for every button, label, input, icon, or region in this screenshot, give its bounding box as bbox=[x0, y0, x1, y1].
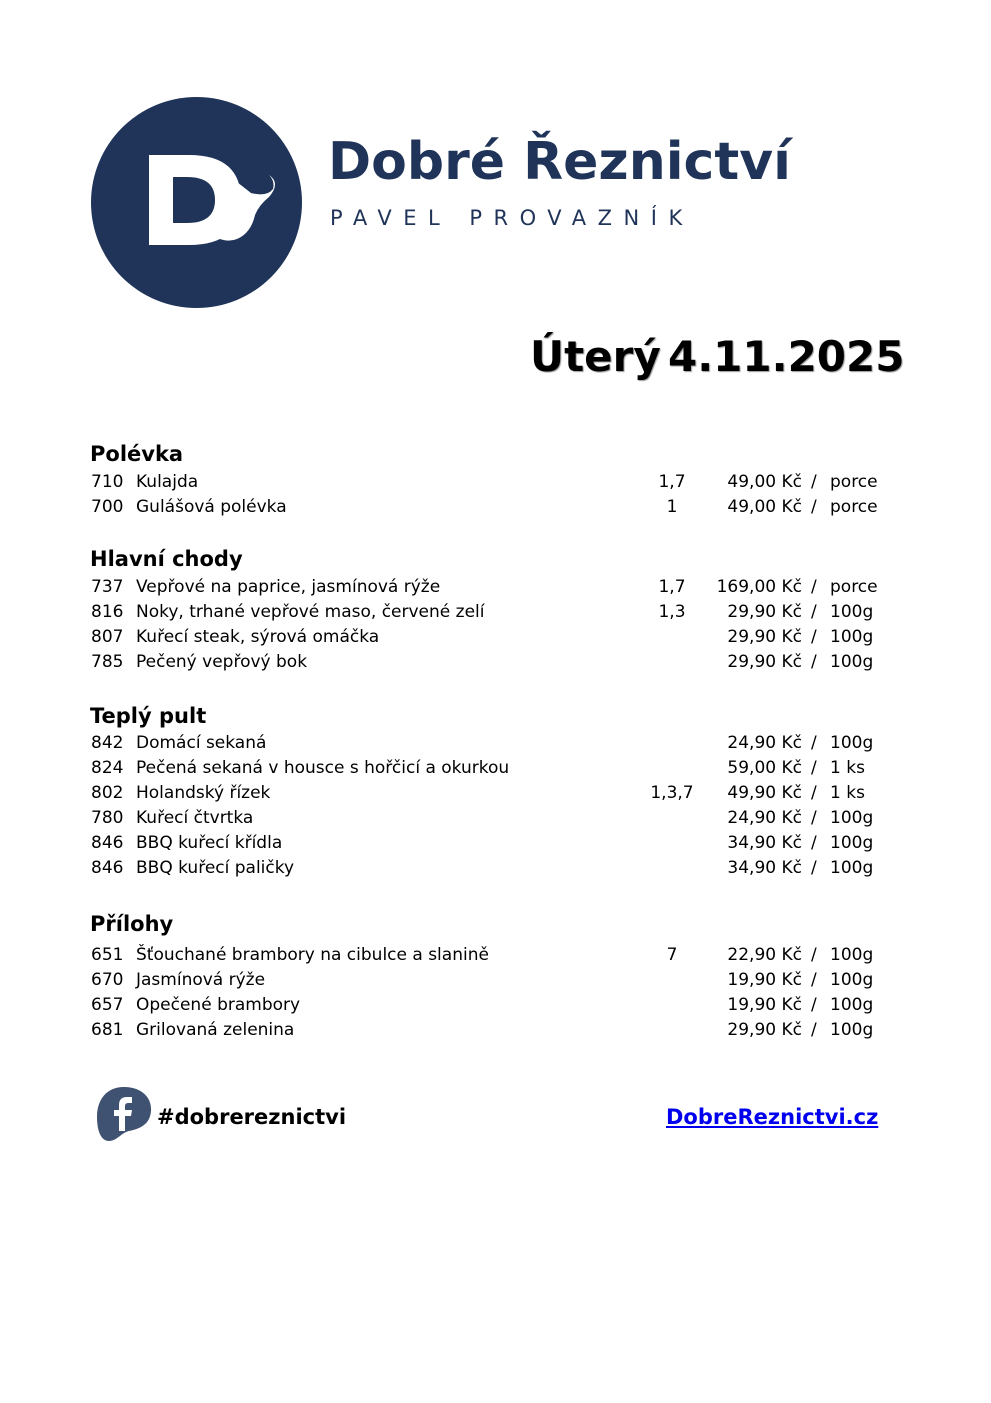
price-separator: / bbox=[811, 652, 817, 672]
item-unit: 1 ks bbox=[830, 758, 865, 778]
price-separator: / bbox=[811, 833, 817, 853]
section-title: Teplý pult bbox=[90, 704, 207, 728]
item-unit: porce bbox=[830, 577, 878, 597]
item-price: 34,90 Kč bbox=[727, 833, 802, 853]
item-price: 49,00 Kč bbox=[727, 472, 802, 492]
price-separator: / bbox=[811, 808, 817, 828]
price-separator: / bbox=[811, 995, 817, 1015]
price-separator: / bbox=[811, 970, 817, 990]
brand-subtitle: PAVEL PROVAZNÍK bbox=[330, 206, 694, 230]
item-unit: 100g bbox=[830, 808, 874, 828]
menu-day: Úterý bbox=[530, 332, 661, 381]
item-code: 846 bbox=[91, 858, 124, 878]
item-price: 24,90 Kč bbox=[727, 808, 802, 828]
item-code: 785 bbox=[91, 652, 124, 672]
item-allergens: 1,3 bbox=[658, 602, 686, 622]
item-unit: 100g bbox=[830, 970, 874, 990]
item-unit: 100g bbox=[830, 858, 874, 878]
brand-name: Dobré Řeznictví bbox=[328, 132, 791, 192]
price-separator: / bbox=[811, 758, 817, 778]
price-separator: / bbox=[811, 497, 817, 517]
price-separator: / bbox=[811, 577, 817, 597]
item-price: 29,90 Kč bbox=[727, 627, 802, 647]
item-code: 657 bbox=[91, 995, 124, 1015]
item-name: Domácí sekaná bbox=[136, 733, 267, 753]
section-title: Hlavní chody bbox=[90, 547, 243, 571]
menu-item-row bbox=[0, 994, 991, 1016]
item-code: 780 bbox=[91, 808, 124, 828]
item-code: 802 bbox=[91, 783, 124, 803]
item-price: 49,90 Kč bbox=[727, 783, 802, 803]
menu-item-row bbox=[0, 651, 991, 673]
item-price: 29,90 Kč bbox=[727, 652, 802, 672]
website-link[interactable]: DobreReznictvi.cz bbox=[666, 1105, 879, 1129]
item-price: 169,00 Kč bbox=[716, 577, 802, 597]
item-code: 846 bbox=[91, 833, 124, 853]
item-price: 59,00 Kč bbox=[727, 758, 802, 778]
menu-item-row bbox=[0, 601, 991, 623]
item-code: 737 bbox=[91, 577, 124, 597]
price-separator: / bbox=[811, 858, 817, 878]
item-name: Holandský řízek bbox=[136, 783, 271, 803]
menu-date: 4.11.2025 bbox=[668, 332, 905, 381]
menu-item-row bbox=[0, 576, 991, 598]
item-unit: porce bbox=[830, 472, 878, 492]
item-price: 34,90 Kč bbox=[727, 858, 802, 878]
item-name: Vepřové na paprice, jasmínová rýže bbox=[136, 577, 441, 597]
hashtag: #dobrereznictvi bbox=[157, 1105, 347, 1129]
price-separator: / bbox=[811, 945, 817, 965]
item-price: 19,90 Kč bbox=[727, 970, 802, 990]
menu-item-row bbox=[0, 757, 991, 779]
item-code: 710 bbox=[91, 472, 124, 492]
price-separator: / bbox=[811, 627, 817, 647]
item-unit: 100g bbox=[830, 602, 874, 622]
item-unit: 100g bbox=[830, 652, 874, 672]
item-name: Gulášová polévka bbox=[136, 497, 287, 517]
menu-item-row bbox=[0, 496, 991, 518]
item-code: 807 bbox=[91, 627, 124, 647]
item-unit: 100g bbox=[830, 733, 874, 753]
item-name: Grilovaná zelenina bbox=[136, 1020, 295, 1040]
item-unit: 100g bbox=[830, 1020, 874, 1040]
menu-item-row bbox=[0, 944, 991, 966]
item-price: 29,90 Kč bbox=[727, 602, 802, 622]
menu-item-row bbox=[0, 857, 991, 879]
menu-item-row bbox=[0, 832, 991, 854]
item-price: 24,90 Kč bbox=[727, 733, 802, 753]
item-code: 681 bbox=[91, 1020, 124, 1040]
item-allergens: 1,3,7 bbox=[650, 783, 694, 803]
price-separator: / bbox=[811, 602, 817, 622]
item-unit: 100g bbox=[830, 627, 874, 647]
menu-item-row bbox=[0, 1019, 991, 1041]
price-separator: / bbox=[811, 733, 817, 753]
item-name: Opečené brambory bbox=[136, 995, 301, 1015]
item-unit: 100g bbox=[830, 833, 874, 853]
item-allergens: 1 bbox=[666, 497, 678, 517]
menu-item-row bbox=[0, 782, 991, 804]
menu-item-row bbox=[0, 807, 991, 829]
item-name: Kuřecí čtvrtka bbox=[136, 808, 254, 828]
item-unit: porce bbox=[830, 497, 878, 517]
menu-item-row bbox=[0, 471, 991, 493]
item-name: Jasmínová rýže bbox=[136, 970, 266, 990]
item-name: Šťouchané brambory na cibulce a slanině bbox=[136, 945, 489, 965]
item-unit: 100g bbox=[830, 995, 874, 1015]
item-price: 22,90 Kč bbox=[727, 945, 802, 965]
price-separator: / bbox=[811, 472, 817, 492]
item-code: 842 bbox=[91, 733, 124, 753]
section-title: Přílohy bbox=[90, 912, 174, 936]
item-name: BBQ kuřecí křídla bbox=[136, 833, 283, 853]
item-code: 700 bbox=[91, 497, 124, 517]
price-separator: / bbox=[811, 783, 817, 803]
item-name: Pečený vepřový bok bbox=[136, 652, 308, 672]
item-price: 29,90 Kč bbox=[727, 1020, 802, 1040]
item-code: 651 bbox=[91, 945, 124, 965]
item-name: Kuřecí steak, sýrová omáčka bbox=[136, 627, 380, 647]
item-price: 49,00 Kč bbox=[727, 497, 802, 517]
item-price: 19,90 Kč bbox=[727, 995, 802, 1015]
item-allergens: 1,7 bbox=[658, 577, 686, 597]
item-name: Kulajda bbox=[136, 472, 199, 492]
item-allergens: 1,7 bbox=[658, 472, 686, 492]
menu-item-row bbox=[0, 732, 991, 754]
item-code: 824 bbox=[91, 758, 124, 778]
item-name: Noky, trhané vepřové maso, červené zelí bbox=[136, 602, 485, 622]
menu-item-row bbox=[0, 969, 991, 991]
item-unit: 100g bbox=[830, 945, 874, 965]
item-allergens: 7 bbox=[666, 945, 678, 965]
facebook-icon[interactable] bbox=[95, 1085, 153, 1143]
item-code: 816 bbox=[91, 602, 124, 622]
price-separator: / bbox=[811, 1020, 817, 1040]
item-unit: 1 ks bbox=[830, 783, 865, 803]
item-name: BBQ kuřecí paličky bbox=[136, 858, 295, 878]
item-code: 670 bbox=[91, 970, 124, 990]
section-title: Polévka bbox=[90, 442, 184, 466]
item-name: Pečená sekaná v housce s hořčicí a okurkou bbox=[136, 758, 510, 778]
menu-item-row bbox=[0, 626, 991, 648]
